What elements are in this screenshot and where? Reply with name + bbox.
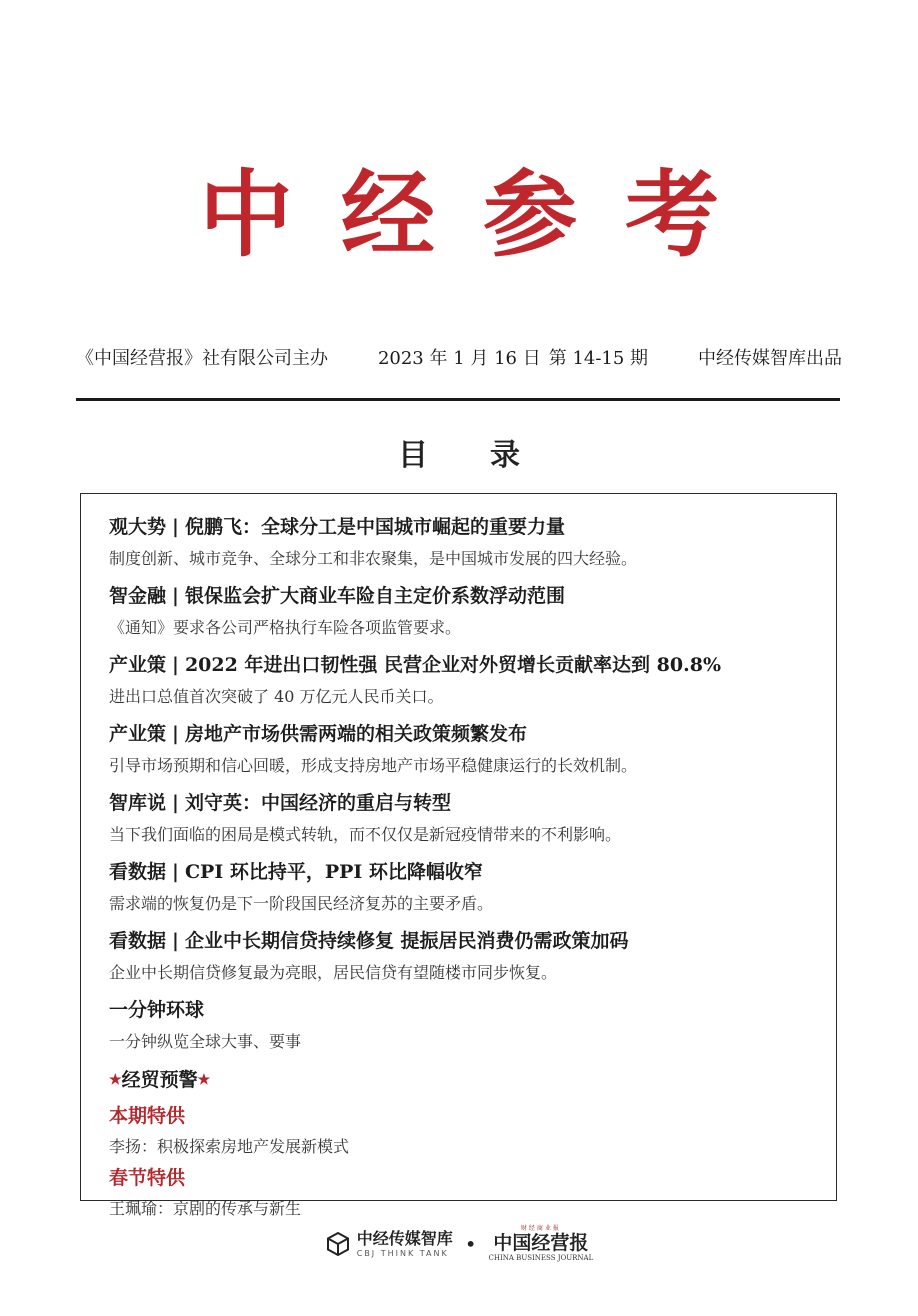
entry-category: 观大势 xyxy=(109,516,167,538)
entry-separator: | xyxy=(172,585,179,607)
star-icon: ★ xyxy=(197,1072,211,1088)
entry-summary: 企业中长期信贷修复最为亮眼，居民信贷有望随楼市同步恢复。 xyxy=(109,963,558,982)
entry-title xyxy=(109,855,816,889)
entry-headline: 刘守英：中国经济的重启与转型 xyxy=(184,792,451,814)
paper-subtitle: CHINA BUSINESS JOURNAL xyxy=(488,1254,594,1262)
entry-separator: | xyxy=(172,654,179,676)
toc-entry[interactable] xyxy=(109,510,816,574)
entry-category: 看数据 xyxy=(109,930,167,952)
spring-special-item[interactable]: 王珮瑜：京剧的传承与新生 xyxy=(109,1199,302,1218)
entry-title xyxy=(109,717,816,751)
special-issue-item[interactable]: 李扬：积极探索房地产发展新模式 xyxy=(109,1137,350,1156)
publisher-text: 《中国经营报》社有限公司主办 xyxy=(76,348,328,369)
brand-subtitle: CBJ THINK TANK xyxy=(356,1248,449,1258)
entry-headline: 倪鹏飞：全球分工是中国城市崛起的重要力量 xyxy=(184,516,565,538)
paper-tagline: 财经商业报 xyxy=(520,1225,561,1232)
spring-special-heading: 春节特供 xyxy=(109,1167,186,1189)
trade-warning-heading[interactable] xyxy=(109,1062,816,1100)
header-divider xyxy=(76,398,840,401)
think-tank-logo xyxy=(325,1228,453,1258)
entry-category: 智库说 xyxy=(109,792,167,814)
entry-summary: 制度创新、城市竞争、全球分工和非农聚集，是中国城市发展的四大经验。 xyxy=(109,549,638,568)
toc-heading: 目录 xyxy=(398,438,582,473)
star-icon: ★ xyxy=(109,1072,122,1088)
issue-number: 第 14-15 期 xyxy=(548,348,649,369)
entry-title xyxy=(109,786,816,820)
entry-separator: | xyxy=(172,792,179,814)
footer-logos xyxy=(0,1226,918,1262)
newspaper-logo xyxy=(489,1226,594,1262)
paper-name: 中国经营报 xyxy=(493,1232,589,1254)
entry-headline: 企业中长期信贷持续修复 提振居民消费仍需政策加码 xyxy=(184,930,629,952)
masthead-title: 中经参考 xyxy=(198,160,767,270)
entry-separator: | xyxy=(172,516,179,538)
entry-category: 产业策 xyxy=(109,654,167,676)
footer-separator: • xyxy=(464,1232,477,1256)
entry-summary: 需求端的恢复仍是下一阶段国民经济复苏的主要矛盾。 xyxy=(109,894,494,913)
entry-title xyxy=(109,924,816,958)
issue-line xyxy=(76,346,842,372)
special-issue-heading: 本期特供 xyxy=(109,1105,186,1127)
entry-summary: 进出口总值首次突破了 40 万亿元人民币关口。 xyxy=(109,687,444,706)
entry-title xyxy=(109,579,816,613)
entry-headline: 银保监会扩大商业车险自主定价系数浮动范围 xyxy=(184,585,565,607)
think-tank-text xyxy=(356,1228,453,1258)
global-title: 一分钟环球 xyxy=(109,999,205,1021)
entry-title xyxy=(109,648,816,682)
trade-warning-title: 经贸预警 xyxy=(121,1069,198,1091)
entry-headline: 2022 年进出口韧性强 民营企业对外贸增长贡献率达到 80.8% xyxy=(184,654,721,676)
producer-text: 中经传媒智库出品 xyxy=(698,348,842,369)
toc-entry[interactable] xyxy=(109,717,816,781)
entry-separator: | xyxy=(172,861,179,883)
toc-entry[interactable] xyxy=(109,786,816,850)
toc-entry[interactable] xyxy=(109,648,816,712)
entry-summary: 《通知》要求各公司严格执行车险各项监管要求。 xyxy=(109,618,462,637)
issue-date: 2023 年 1 月 16 日 xyxy=(377,348,541,369)
toc-entry[interactable] xyxy=(109,579,816,643)
entry-title xyxy=(109,510,816,544)
toc-box xyxy=(80,493,837,1218)
cube-logo-icon xyxy=(325,1231,351,1257)
toc-list xyxy=(109,510,816,1224)
entry-summary: 当下我们面临的困局是模式转轨，而不仅仅是新冠疫情带来的不利影响。 xyxy=(109,825,622,844)
entry-category: 智金融 xyxy=(109,585,167,607)
global-summary: 一分钟纵览全球大事、要事 xyxy=(109,1032,302,1051)
entry-headline: CPI 环比持平，PPI 环比降幅收窄 xyxy=(184,861,483,883)
toc-entry[interactable] xyxy=(109,855,816,919)
entry-summary: 引导市场预期和信心回暖，形成支持房地产市场平稳健康运行的长效机制。 xyxy=(109,756,638,775)
entry-category: 看数据 xyxy=(109,861,167,883)
issue-date-group xyxy=(378,346,648,372)
entry-category: 产业策 xyxy=(109,723,167,745)
entry-separator: | xyxy=(172,723,179,745)
entry-separator: | xyxy=(172,930,179,952)
brand-name: 中经传媒智库 xyxy=(356,1228,453,1248)
entry-headline: 房地产市场供需两端的相关政策频繁发布 xyxy=(184,723,527,745)
toc-entry-global[interactable] xyxy=(109,993,816,1057)
toc-entry[interactable] xyxy=(109,924,816,988)
